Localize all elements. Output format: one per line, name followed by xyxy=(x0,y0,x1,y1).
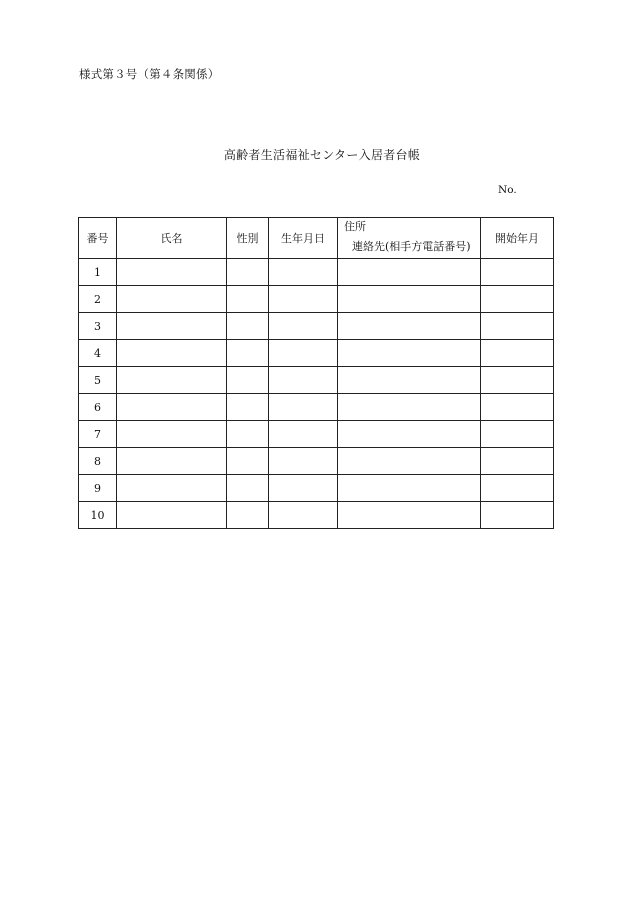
name-cell[interactable] xyxy=(117,340,227,367)
address-contact-cell[interactable] xyxy=(338,286,481,313)
table-row xyxy=(79,448,554,475)
address-contact-cell[interactable] xyxy=(338,448,481,475)
row-number-cell: 1 xyxy=(79,259,117,286)
birthdate-cell[interactable] xyxy=(269,286,338,313)
table-body xyxy=(79,259,554,529)
header-name: 氏名 xyxy=(117,218,227,259)
document-number-label: No. xyxy=(498,184,517,196)
gender-cell[interactable] xyxy=(227,502,269,529)
resident-ledger-table xyxy=(78,217,554,529)
address-contact-cell[interactable] xyxy=(338,313,481,340)
birthdate-cell[interactable] xyxy=(269,394,338,421)
header-address-contact xyxy=(338,218,481,259)
start-date-cell[interactable] xyxy=(481,259,554,286)
birthdate-cell[interactable] xyxy=(269,421,338,448)
row-number-cell: 6 xyxy=(79,394,117,421)
start-date-cell[interactable] xyxy=(481,448,554,475)
header-gender: 性別 xyxy=(227,218,269,259)
row-number-cell: 4 xyxy=(79,340,117,367)
document-title: 高齢者生活福祉センター入居者台帳 xyxy=(223,148,421,162)
address-contact-cell[interactable] xyxy=(338,421,481,448)
start-date-cell[interactable] xyxy=(481,286,554,313)
address-contact-cell[interactable] xyxy=(338,367,481,394)
table-row xyxy=(79,340,554,367)
header-birthdate: 生年月日 xyxy=(269,218,338,259)
header-address: 住所 xyxy=(344,220,366,233)
table-header-row xyxy=(79,218,554,259)
form-number-label: 様式第３号（第４条関係） xyxy=(79,67,220,81)
table-row xyxy=(79,421,554,448)
start-date-cell[interactable] xyxy=(481,394,554,421)
gender-cell[interactable] xyxy=(227,313,269,340)
header-contact: 連絡先(相手方電話番号) xyxy=(352,240,471,253)
start-date-cell[interactable] xyxy=(481,475,554,502)
gender-cell[interactable] xyxy=(227,448,269,475)
gender-cell[interactable] xyxy=(227,394,269,421)
name-cell[interactable] xyxy=(117,286,227,313)
table-row xyxy=(79,259,554,286)
address-contact-cell[interactable] xyxy=(338,394,481,421)
row-number-cell: 7 xyxy=(79,421,117,448)
name-cell[interactable] xyxy=(117,475,227,502)
birthdate-cell[interactable] xyxy=(269,259,338,286)
name-cell[interactable] xyxy=(117,394,227,421)
row-number-cell: 3 xyxy=(79,313,117,340)
row-number-cell: 8 xyxy=(79,448,117,475)
start-date-cell[interactable] xyxy=(481,313,554,340)
start-date-cell[interactable] xyxy=(481,367,554,394)
address-contact-cell[interactable] xyxy=(338,475,481,502)
name-cell[interactable] xyxy=(117,448,227,475)
table-row xyxy=(79,475,554,502)
birthdate-cell[interactable] xyxy=(269,502,338,529)
table-row xyxy=(79,394,554,421)
birthdate-cell[interactable] xyxy=(269,448,338,475)
start-date-cell[interactable] xyxy=(481,340,554,367)
name-cell[interactable] xyxy=(117,313,227,340)
address-contact-cell[interactable] xyxy=(338,340,481,367)
birthdate-cell[interactable] xyxy=(269,367,338,394)
row-number-cell: 5 xyxy=(79,367,117,394)
header-start-date: 開始年月 xyxy=(481,218,554,259)
address-contact-cell[interactable] xyxy=(338,259,481,286)
start-date-cell[interactable] xyxy=(481,421,554,448)
gender-cell[interactable] xyxy=(227,367,269,394)
start-date-cell[interactable] xyxy=(481,502,554,529)
birthdate-cell[interactable] xyxy=(269,313,338,340)
birthdate-cell[interactable] xyxy=(269,340,338,367)
name-cell[interactable] xyxy=(117,421,227,448)
birthdate-cell[interactable] xyxy=(269,475,338,502)
gender-cell[interactable] xyxy=(227,340,269,367)
gender-cell[interactable] xyxy=(227,421,269,448)
name-cell[interactable] xyxy=(117,367,227,394)
table-row xyxy=(79,502,554,529)
table-row xyxy=(79,286,554,313)
gender-cell[interactable] xyxy=(227,259,269,286)
row-number-cell: 9 xyxy=(79,475,117,502)
row-number-cell: 2 xyxy=(79,286,117,313)
name-cell[interactable] xyxy=(117,259,227,286)
gender-cell[interactable] xyxy=(227,286,269,313)
header-number: 番号 xyxy=(79,218,117,259)
gender-cell[interactable] xyxy=(227,475,269,502)
table-row xyxy=(79,367,554,394)
name-cell[interactable] xyxy=(117,502,227,529)
address-contact-cell[interactable] xyxy=(338,502,481,529)
row-number-cell: 10 xyxy=(79,502,117,529)
table-row xyxy=(79,313,554,340)
